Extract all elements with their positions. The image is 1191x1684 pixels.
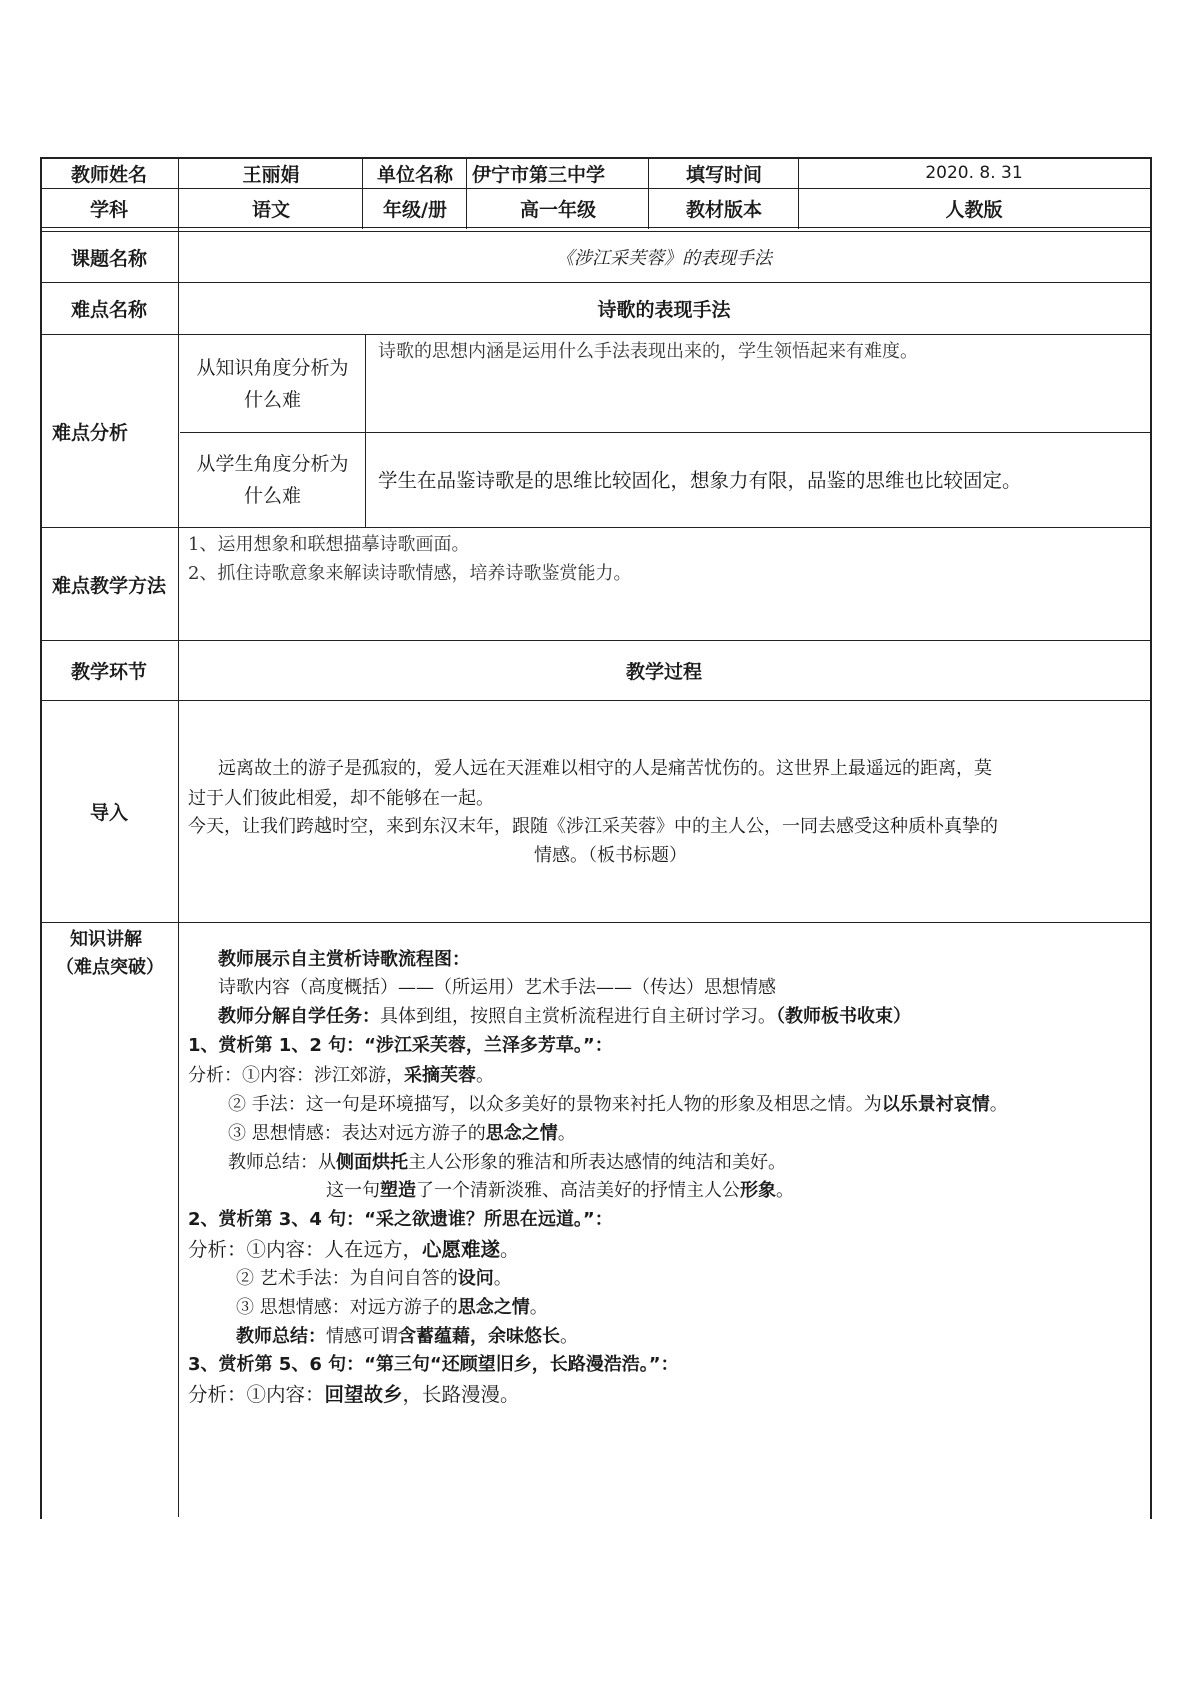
section-1-technique xyxy=(228,1096,1008,1114)
section-2-content-bold: 心愿难遂 xyxy=(422,1238,501,1261)
section-2-summary-mid: 情感可谓 xyxy=(326,1326,398,1347)
section-2-summary-pre: 教师总结： xyxy=(236,1326,326,1347)
student-angle-line1: 从学生角度分析为 xyxy=(196,453,349,475)
section-2-emotion-bold: 思念之情 xyxy=(457,1297,530,1318)
section-3-title: 3、赏析第 5、6 句：“第三句“还顾望旧乡，长路漫浩浩。”： xyxy=(188,1354,679,1375)
task-text: 具体到组，按照自主赏析流程进行自主研讨学习。 xyxy=(380,1006,776,1027)
method-item-2: 2、抓住诗歌意象来解读诗歌情感，培养诗歌鉴赏能力。 xyxy=(188,563,632,584)
col-divider xyxy=(798,157,799,229)
teacher-value: 王丽娟 xyxy=(242,163,300,186)
section-1-summary2-pre: 这一句 xyxy=(326,1180,380,1201)
section-1-summary xyxy=(228,1154,786,1172)
knowledge-angle-line1: 从知识角度分析为 xyxy=(196,356,349,379)
col-divider xyxy=(466,157,467,229)
knowledge-label-line1: 知识讲解 xyxy=(70,929,142,950)
section-1-summary2-post: 。 xyxy=(776,1180,794,1201)
process-label: 教学环节 xyxy=(70,661,147,683)
analysis-label: 难点分析 xyxy=(52,421,129,444)
flowchart-text: 诗歌内容（高度概括）——（所运用）艺术手法——（传达）思想情感 xyxy=(218,977,776,998)
student-angle-text: 学生在品鉴诗歌是的思维比较固化，想象力有限，品鉴的思维也比较固定。 xyxy=(378,469,1022,492)
flowchart-intro: 教师展示自主赏析诗歌流程图： xyxy=(218,949,470,970)
unit-label: 单位名称 xyxy=(376,163,453,186)
section-1-content xyxy=(188,1067,494,1085)
section-2-technique-pre: ② 艺术手法：为自问自答的 xyxy=(236,1268,458,1289)
grade-value: 高一年级 xyxy=(519,198,596,221)
section-1-summary2-bold1: 塑造 xyxy=(380,1180,416,1201)
col-divider xyxy=(365,334,366,528)
section-1-summary-2 xyxy=(326,1182,794,1200)
section-2-summary-bold: 含蓄蕴藉，余味悠长 xyxy=(398,1326,560,1347)
difficulty-label: 难点名称 xyxy=(70,299,147,321)
section-1-technique-pre: ② 手法：这一句是环境描写，以众多美好的景物来衬托人物的形象及相思之情。为 xyxy=(228,1094,882,1115)
section-2-content-post: 。 xyxy=(500,1238,520,1261)
section-1-summary-bold: 侧面烘托 xyxy=(336,1152,408,1173)
method-label: 难点教学方法 xyxy=(51,574,166,597)
section-1-emotion-post: 。 xyxy=(557,1123,576,1144)
section-2-emotion-pre: ③ 思想情感：对远方游子的 xyxy=(236,1297,458,1318)
section-1-content-pre: 分析：①内容：涉江郊游， xyxy=(188,1065,404,1086)
section-3-content-post: ，长路漫漫。 xyxy=(402,1383,520,1406)
topic-value: 《涉江采芙蓉》的表现手法 xyxy=(556,248,772,269)
student-angle-line2: 什么难 xyxy=(243,485,301,507)
difficulty-value: 诗歌的表现手法 xyxy=(597,299,731,321)
row-divider xyxy=(40,922,1150,923)
knowledge-label-line2: （难点突破） xyxy=(56,957,164,978)
topic-label: 课题名称 xyxy=(70,247,147,270)
section-2-summary xyxy=(236,1328,578,1346)
intro-label: 导入 xyxy=(89,802,128,824)
section-2-content xyxy=(188,1240,520,1260)
section-1-title: 1、赏析第 1、2 句：“涉江采芙蓉，兰泽多芳草。”： xyxy=(188,1035,613,1056)
subject-label: 学科 xyxy=(89,198,128,221)
row-divider xyxy=(40,527,1150,528)
section-1-summary2-bold2: 形象 xyxy=(740,1180,776,1201)
section-1-emotion xyxy=(228,1125,576,1143)
student-angle-label xyxy=(180,433,365,527)
subject-value: 语文 xyxy=(251,198,290,221)
intro-line-4: 情感。（板书标题） xyxy=(534,845,687,866)
section-1-technique-post: 。 xyxy=(989,1094,1008,1115)
row-divider xyxy=(40,227,1150,228)
section-2-content-pre: 分析：①内容：人在远方， xyxy=(188,1238,423,1261)
col-divider xyxy=(178,157,179,1517)
row-divider xyxy=(40,700,1150,701)
grade-label: 年级/册 xyxy=(383,198,447,221)
knowledge-angle-text: 诗歌的思想内涵是运用什么手法表现出来的，学生领悟起来有难度。 xyxy=(378,341,918,362)
section-1-content-bold: 采摘芙蓉 xyxy=(404,1065,476,1086)
col-divider xyxy=(362,157,363,229)
section-3-content-pre: 分析：①内容： xyxy=(188,1383,325,1406)
process-value: 教学过程 xyxy=(625,661,702,683)
section-1-emotion-bold: 思念之情 xyxy=(485,1123,558,1144)
section-2-technique-post: 。 xyxy=(493,1268,512,1289)
date-value: 2020. 8. 31 xyxy=(925,163,1023,183)
section-2-emotion xyxy=(236,1299,548,1317)
teacher-label: 教师姓名 xyxy=(70,163,147,186)
edition-value: 人教版 xyxy=(945,198,1003,221)
unit-value: 伊宁市第三中学 xyxy=(472,163,606,186)
section-1-summary-post: 主人公形象的雅洁和所表达感情的纯洁和美好。 xyxy=(408,1152,786,1173)
intro-line-3: 今天，让我们跨越时空，来到东汉末年，跟随《涉江采芙蓉》中的主人公，一同去感受这种质朴真挚的 xyxy=(188,816,998,837)
knowledge-angle-label xyxy=(180,335,365,432)
edition-label: 教材版本 xyxy=(685,198,762,221)
date-label: 填写时间 xyxy=(685,163,762,186)
section-1-summary2-mid: 了一个清新淡雅、高洁美好的抒情主人公 xyxy=(416,1180,740,1201)
section-1-content-post: 。 xyxy=(476,1065,494,1086)
knowledge-angle-line2: 什么难 xyxy=(243,388,301,411)
task-end: （教师板书收束） xyxy=(776,1006,911,1027)
section-3-content xyxy=(188,1385,520,1405)
section-2-technique-bold: 设问 xyxy=(457,1268,494,1289)
section-2-technique xyxy=(236,1270,512,1288)
section-2-emotion-post: 。 xyxy=(529,1297,548,1318)
task-line xyxy=(218,1008,911,1026)
section-1-emotion-pre: ③ 思想情感：表达对远方游子的 xyxy=(228,1123,486,1144)
task-bold: 教师分解自学任务： xyxy=(218,1006,380,1027)
intro-line-2: 过于人们彼此相爱，却不能够在一起。 xyxy=(188,788,494,809)
col-divider xyxy=(648,157,649,229)
intro-line-1: 远离故土的游子是孤寂的，爱人远在天涯难以相守的人是痛苦忧伤的。这世界上最遥远的距离，莫 xyxy=(218,758,992,779)
method-item-1: 1、运用想象和联想描摹诗歌画面。 xyxy=(188,534,470,555)
section-3-content-bold: 回望故乡 xyxy=(324,1383,403,1406)
section-1-technique-bold: 以乐景衬哀情 xyxy=(881,1094,990,1115)
section-2-summary-post: 。 xyxy=(560,1326,578,1347)
section-2-title: 2、赏析第 3、4 句：“采之欲遗谁？所思在远道。”： xyxy=(188,1209,613,1230)
section-1-summary-pre: 教师总结：从 xyxy=(228,1152,336,1173)
